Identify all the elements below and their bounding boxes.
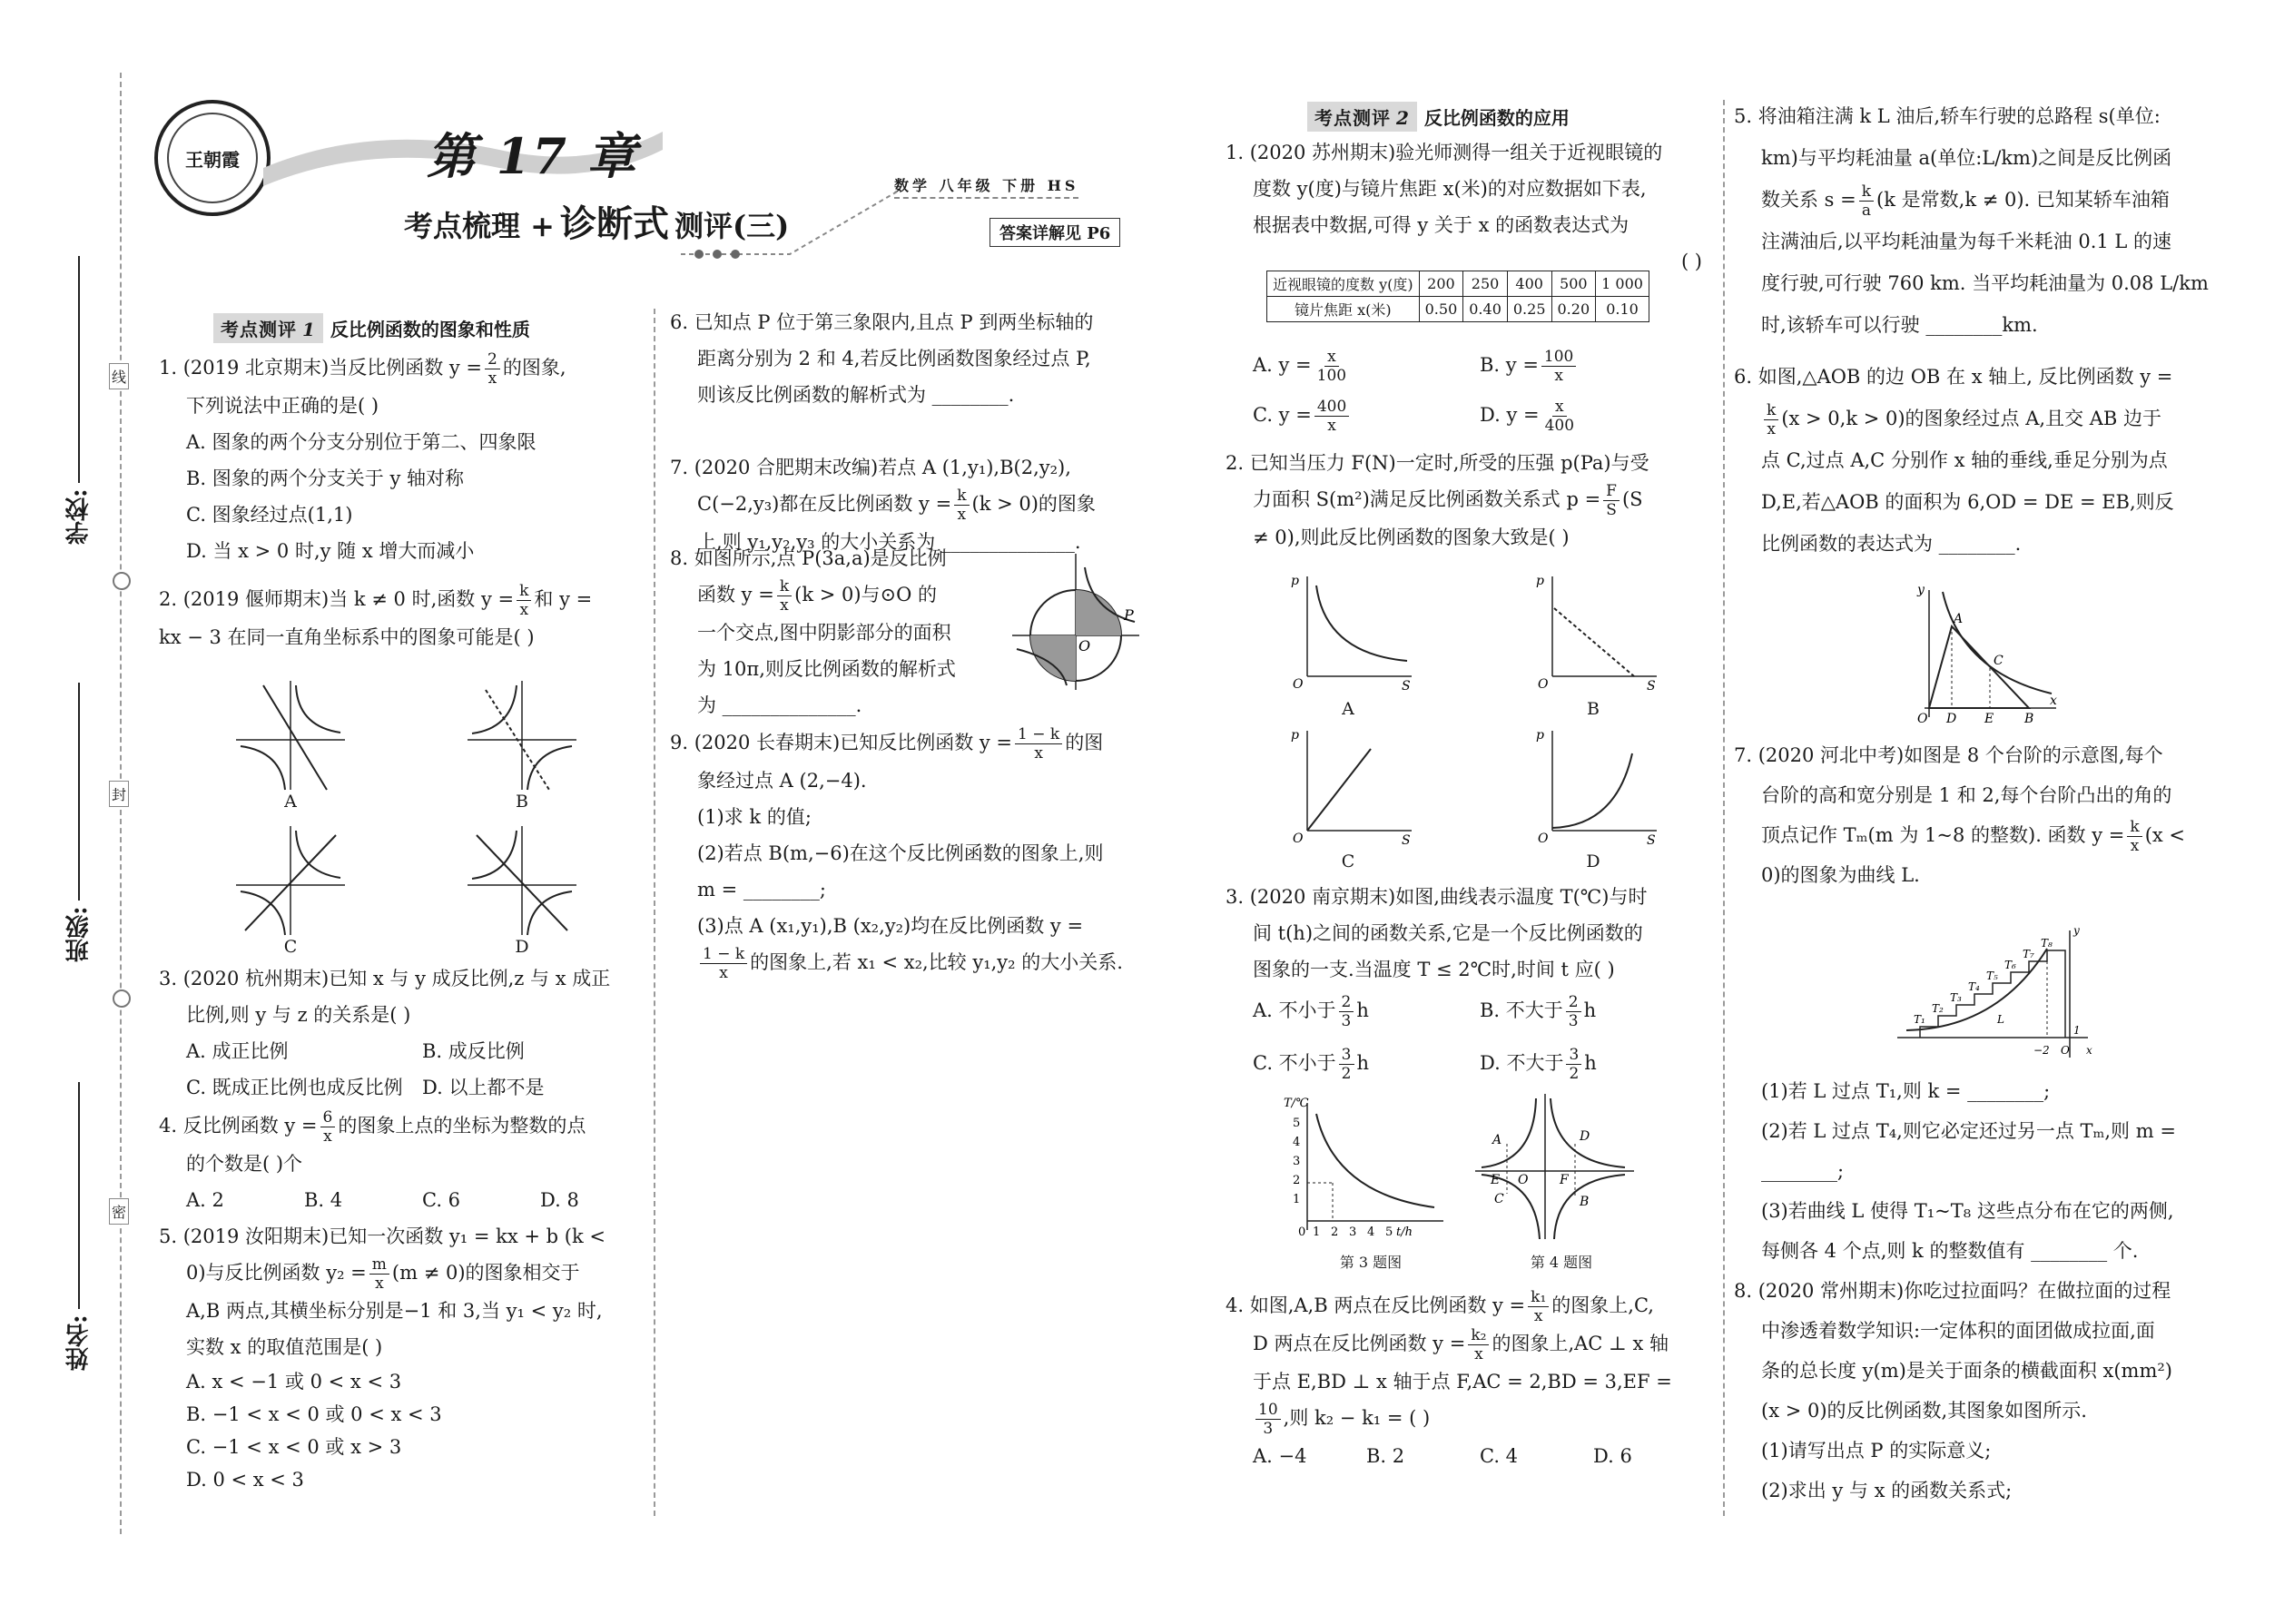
fraction: $\frac{\text{k₂}}{x}$	[1468, 1326, 1489, 1363]
svg-text:5: 5	[1293, 1117, 1301, 1130]
option: C. 4	[1480, 1445, 1519, 1467]
question-7: 7. (2020 合肥期末改编)若点 A (1,y₁),B(2,y₂), C(−2,y₃)都在反比例函数 y = $\frac{k}{x}$ (k > 0)的图象 上,则 y₁,y₂,y₃ 的大小关系为 ______________.	[670, 457, 1096, 553]
section1-heading	[213, 313, 530, 343]
question-6: 6. 已知点 P 位于第三象限内,且点 P 到两坐标轴的 距离分别为 2 和 4,若反比例函数图象经过点 P, 则该反比例函数的解析式为 ________.	[670, 311, 1094, 406]
fraction: $\frac{k}{x}$	[954, 487, 969, 524]
svg-text:A: A	[1954, 612, 1964, 626]
section1-tag: 考点测评 1	[213, 313, 323, 343]
option: B. 成反比例	[422, 1040, 525, 1062]
fraction: $\frac{k}{x}$	[2127, 818, 2141, 855]
class-field[interactable]: 班级:	[62, 672, 95, 962]
option: C. 图象经过点(1,1)	[186, 504, 353, 526]
fraction: $\frac{1 - k}{x}$	[1015, 725, 1062, 763]
svg-text:O: O	[1293, 832, 1304, 844]
option: B. 图象的两个分支关于 y 轴对称	[186, 468, 464, 489]
graph-option-d	[458, 817, 586, 940]
table-row: 镜片焦距 x(米) 0.50 0.40 0.25 0.20 0.10	[1267, 297, 1649, 322]
c4-question-5: 5. 将油箱注满 k L 油后,轿车行驶的总路程 s(单位: km)与平均耗油量 a(单位:L/km)之间是反比例函 数关系 s = $\frac{k}{a}$ (k 是常数,k ≠ 0). 已知某轿车油箱 注满油后,以平均耗油量为每千米耗油 0.1 L 的速 度行驶,可行驶 760 km. 当平均耗油量为 0.08 L/km 时,该轿车可以行驶 ________km.	[1734, 105, 2209, 336]
svg-text:t/h: t/h	[1396, 1225, 1413, 1239]
option: D. 不大于 $\frac{3}{2}$ h	[1480, 1046, 1597, 1083]
fraction: $\frac{k}{a}$	[1859, 182, 1874, 220]
svg-text:p: p	[1291, 728, 1299, 743]
svg-text:C: C	[1994, 654, 2004, 668]
seal-mark-line: 线	[109, 363, 129, 389]
svg-text:5: 5	[1385, 1225, 1393, 1239]
fraction: $\frac{6}{x}$	[320, 1108, 336, 1146]
svg-text:S: S	[1647, 679, 1656, 690]
svg-text:O: O	[1538, 832, 1549, 844]
graph-label: B	[1587, 699, 1600, 719]
column-divider	[1723, 100, 1725, 1516]
seal-mark-secret: 密	[109, 1198, 129, 1225]
figure-caption: 第 4 题图	[1530, 1254, 1593, 1271]
question-5: 5. (2019 汝阳期末)已知一次函数 y₁ = kx + b (k < 0)与反比例函数 y₂ = $\frac{m}{x}$ (m ≠ 0)的图象相交于 A,B 两点,其横坐标分别是−1 和 3,当 y₁ < y₂ 时, 实数 x 的取值范围是( ) A. x < −1 或 0 < x < 3 B. −1 < x < 0 或 0 < x < 3 C. −1 < x < 0 或 x > 3 D. 0 < x < 3	[159, 1218, 640, 1496]
option: C. 不小于 $\frac{3}{2}$ h	[1253, 1046, 1370, 1083]
binding-hole	[113, 572, 131, 590]
option: B. −1 < x < 0 或 0 < x < 3	[186, 1403, 442, 1425]
svg-text:1: 1	[1313, 1225, 1321, 1239]
svg-text:p: p	[1536, 728, 1544, 743]
brand-logo	[154, 100, 271, 216]
option: C. 既成正比例也成反比例	[186, 1077, 403, 1098]
svg-text:x: x	[2086, 1044, 2092, 1057]
fraction: $\frac{k}{x}$	[517, 582, 531, 619]
title-main: 诊断式	[559, 202, 669, 245]
option: A. 不小于 $\frac{2}{3}$ h	[1253, 993, 1369, 1030]
svg-text:3: 3	[1349, 1225, 1357, 1239]
graph-option-b	[458, 672, 586, 794]
option: A. −4	[1253, 1445, 1307, 1467]
svg-text:p: p	[1536, 574, 1544, 588]
section2-heading	[1307, 102, 1570, 132]
c3-question-3: 3. (2020 南京期末)如图,曲线表示温度 T(℃)与时 间 t(h)之间的函数关系,它是一个反比例函数的 图象的一支.当温度 T ≤ 2℃时,时间 t 应( )	[1226, 886, 1648, 980]
seal-mark-seal: 封	[109, 781, 129, 807]
option: D. 8	[540, 1189, 579, 1211]
option: D. 6	[1593, 1445, 1632, 1467]
svg-text:S: S	[1647, 833, 1656, 844]
figure-caption: 第 3 题图	[1339, 1254, 1403, 1271]
question-8: 8. 如图所示,点 P(3a,a)是反比例 函数 y = $\frac{k}{x}$ (k > 0)与⊙O 的 一个交点,图中阴影部分的面积 为 10π,则反比例函数的解析式 为 ______________.	[670, 547, 956, 716]
graph-label: A	[284, 792, 297, 812]
table-row: 近视眼镜的度数 y(度) 200 250 400 500 1 000	[1267, 271, 1649, 297]
temperature-graph	[1280, 1094, 1448, 1244]
svg-text:O: O	[1538, 677, 1549, 690]
option: D. y = $\frac{x}{400}$	[1480, 397, 1575, 435]
c3-question-2: 2. 已知当压力 F(N)一定时,所受的压强 p(Pa)与受 力面积 S(m²)满足反比例函数关系式 p = $\frac{F}{S}$ (S ≠ 0),则此反比例函数的图象大致是( )	[1226, 452, 1649, 548]
section2-tag: 考点测评 2	[1307, 102, 1417, 132]
title-suffix: 测评(三)	[674, 209, 790, 243]
option: A. y = $\frac{x}{100}$	[1253, 347, 1347, 385]
school-field[interactable]: 学校:	[62, 245, 95, 545]
c3-question-1: 1. (2020 苏州期末)验光师测得一组关于近视眼镜的 度数 y(度)与镜片焦距 x(米)的对应数据如下表, 根据表中数据,可得 y 关于 x 的函数表达式为 ( )	[1226, 142, 1702, 272]
option: C. 6	[422, 1189, 461, 1211]
svg-text:T₂: T₂	[1932, 1002, 1944, 1015]
pressure-graph-d	[1534, 726, 1661, 844]
svg-text:S: S	[1402, 679, 1411, 690]
fraction: $\frac{k}{x}$	[777, 577, 792, 615]
svg-text:4: 4	[1293, 1136, 1301, 1149]
option: A. 图象的两个分支分别位于第二、四象限	[186, 431, 537, 453]
svg-text:3: 3	[1293, 1155, 1301, 1168]
svg-text:D: D	[1580, 1129, 1590, 1144]
binding-hole	[113, 989, 131, 1008]
question-9: 9. (2020 长春期末)已知反比例函数 y = $\frac{1 - k}{x}$ 的图 象经过点 A (2,−4). (1)求 k 的值; (2)若点 B(m,−6)在这个反比例函数的图象上,则 m = ________; (3)点 A (x₁,y₁),B (x₂,y₂)均在反比例函数 y = $\frac{1 - k}{x}$ 的图象上,若 x₁ < x₂,比较 y₁,y₂ 的大小关系.	[670, 725, 1123, 982]
graph-label: A	[1342, 699, 1354, 719]
column-divider	[654, 309, 655, 1516]
svg-text:O: O	[2061, 1044, 2070, 1057]
graph-option-c	[227, 817, 354, 940]
svg-text:1: 1	[2073, 1024, 2081, 1037]
svg-text:0: 0	[1298, 1225, 1306, 1239]
option: A. 2	[186, 1189, 224, 1211]
answer-ref: 答案详解见 P6	[989, 218, 1120, 247]
svg-text:P: P	[1124, 606, 1134, 624]
svg-text:S: S	[1402, 833, 1411, 844]
svg-text:F: F	[1560, 1173, 1569, 1187]
subject-line: 数学 八年级 下册 HS	[894, 174, 1078, 199]
svg-text:T₈: T₈	[2041, 937, 2053, 950]
option: A. 成正比例	[186, 1040, 289, 1062]
pressure-graph-b	[1534, 572, 1661, 690]
c4-question-6: 6. 如图,△AOB 的边 OB 在 x 轴上, 反比例函数 y = $\frac{k}{x}$ (x > 0,k > 0)的图象经过点 A,且交 AB 边于 点 C,过点 A,C 分别作 x 轴的垂线,垂足分别为点 D,E,若△AOB 的面积为 6,OD = DE = EB,则反 比例函数的表达式为 ________.	[1734, 366, 2174, 555]
c3-question-4: 4. 如图,A,B 两点在反比例函数 y = $\frac{\text{k₁}}{x}$ 的图象上,C, D 两点在反比例函数 y = $\frac{\text{k₂}}{x}$ 的图象上,AC ⊥ x 轴 于点 E,BD ⊥ x 轴于点 F,AC = 2,BD = 3,EF = $\frac{10}{3}$ ,则 k₂ − k₁ = ( ) A. −4 B. 2 C. 4 D. 6	[1226, 1287, 1711, 1474]
svg-text:B: B	[1580, 1195, 1590, 1209]
option: C. −1 < x < 0 或 x > 3	[186, 1436, 402, 1458]
svg-text:4: 4	[1367, 1225, 1375, 1239]
svg-text:T₅: T₅	[1986, 969, 1998, 982]
fraction: $\frac{m}{x}$	[369, 1255, 389, 1293]
option: B. y = $\frac{100}{x}$	[1480, 347, 1579, 385]
data-table	[1266, 271, 1649, 322]
svg-text:T₄: T₄	[1968, 980, 1980, 993]
svg-text:T/℃: T/℃	[1284, 1097, 1309, 1110]
svg-text:O: O	[1078, 637, 1091, 655]
dotted-path-decoration	[681, 182, 917, 263]
graph-label: C	[1341, 851, 1355, 871]
circle-hyperbola-figure	[1008, 549, 1144, 694]
fraction: $\frac{k}{x}$	[1764, 401, 1778, 438]
section2-title: 反比例函数的应用	[1423, 107, 1570, 129]
svg-text:T₆: T₆	[2004, 959, 2016, 971]
svg-text:E: E	[1491, 1173, 1501, 1187]
svg-text:E: E	[1984, 712, 1994, 726]
svg-text:−2: −2	[2033, 1044, 2050, 1057]
graph-label: D	[515, 937, 529, 957]
fraction: $\frac{10}{3}$	[1255, 1401, 1281, 1438]
staircase-figure	[1888, 921, 2106, 1067]
fraction: $\frac{1 - k}{x}$	[700, 945, 747, 982]
graph-label: C	[283, 937, 298, 957]
two-hyperbolas-graph	[1471, 1089, 1643, 1244]
logo-text: 王朝霞	[167, 113, 258, 203]
graph-label: B	[516, 792, 528, 812]
svg-text:C: C	[1494, 1192, 1504, 1206]
svg-text:O: O	[1917, 712, 1928, 726]
fraction: $\frac{\text{k₁}}{x}$	[1528, 1288, 1549, 1325]
question-2: 2. (2019 偃师期末)当 k ≠ 0 时,函数 y = $\frac{k}{x}$ 和 y = kx − 3 在同一直角坐标系中的图象可能是( )	[159, 582, 593, 648]
svg-text:2: 2	[1331, 1225, 1339, 1239]
option: B. 不大于 $\frac{2}{3}$ h	[1480, 993, 1597, 1030]
section1-title: 反比例函数的图象和性质	[330, 319, 530, 340]
svg-text:T₁: T₁	[1914, 1013, 1925, 1026]
c4-question-7: 7. (2020 河北中考)如图是 8 个台阶的示意图,每个 台阶的高和宽分别是 1 和 2,每个台阶凸出的角的 顶点记作 Tₘ(m 为 1~8 的整数). 函数 y = $\frac{k}{x}$ (x < 0)的图象为曲线 L.	[1734, 744, 2185, 886]
svg-text:T₃: T₃	[1950, 991, 1962, 1004]
option: B. 2	[1366, 1445, 1405, 1467]
chapter-title: 第 17 章	[427, 127, 638, 185]
option: A. x < −1 或 0 < x < 3	[186, 1371, 402, 1393]
graph-option-a	[227, 672, 354, 794]
question-1: 1. (2019 北京期末)当反比例函数 y = $\frac{2}{x}$ 的图象, 下列说法中正确的是( ) A. 图象的两个分支分别位于第二、四象限 B. 图象的两个分支关于 y 轴对称 C. 图象经过点(1,1) D. 当 x > 0 时,y 随 x 增大而减小	[159, 349, 640, 569]
svg-text:O: O	[1518, 1173, 1529, 1187]
title-prefix: 考点梳理 +	[404, 209, 555, 243]
c3-q3-options	[1253, 985, 1707, 1090]
svg-text:O: O	[1293, 677, 1304, 690]
option: D. 以上都不是	[422, 1077, 545, 1098]
question-4: 4. 反比例函数 y = $\frac{6}{x}$ 的图象上点的坐标为整数的点 的个数是( )个 A. 2 B. 4 C. 6 D. 8	[159, 1107, 640, 1218]
c3-q1-options	[1253, 340, 1707, 440]
svg-text:2: 2	[1293, 1174, 1301, 1187]
svg-text:B: B	[2024, 712, 2034, 726]
svg-text:L: L	[1997, 1013, 2004, 1026]
svg-text:A: A	[1492, 1133, 1502, 1147]
option: D. 0 < x < 3	[186, 1469, 304, 1491]
c4-q7-subquestions: (1)若 L 过点 T₁,则 k = ________; (2)若 L 过点 T₄,则它必定还过另一点 Tₘ,则 m = ________; (3)若曲线 L 使得 T₁~T₈ 这些点分布在它的两侧, 每侧各 4 个点,则 k 的整数值有 ________ 个.	[1761, 1080, 2176, 1262]
option: C. y = $\frac{400}{x}$	[1253, 397, 1480, 435]
svg-text:y: y	[1917, 583, 1925, 597]
pressure-graph-c	[1289, 726, 1416, 844]
c4-question-8: 8. (2020 常州期末)你吃过拉面吗？在做拉面的过程 中渗透着数学知识:一定体积的面团做成拉面,面 条的总长度 y(m)是关于面条的横截面积 x(mm²) (x > 0)的反比例函数,其图象如图所示. (1)请写出点 P 的实际意义; (2)求出 y 与 x 的函数关系式;	[1734, 1280, 2172, 1501]
svg-text:T₇: T₇	[2023, 948, 2034, 960]
svg-text:1: 1	[1293, 1193, 1301, 1206]
fraction: $\frac{F}{S}$	[1603, 482, 1620, 519]
name-field[interactable]: 姓名:	[62, 1071, 95, 1371]
svg-text:y: y	[2073, 924, 2080, 937]
triangle-aob-figure	[1906, 581, 2061, 726]
pressure-graph-a	[1289, 572, 1416, 690]
fraction: $\frac{2}{x}$	[485, 350, 500, 388]
option: D. 当 x > 0 时,y 随 x 增大而减小	[186, 540, 475, 562]
svg-text:D: D	[1946, 712, 1957, 726]
option: B. 4	[304, 1189, 343, 1211]
svg-text:p: p	[1291, 574, 1299, 588]
question-3: 3. (2020 杭州期末)已知 x 与 y 成反比例,z 与 x 成正 比例,则 y 与 z 的关系是( ) A. 成正比例 B. 成反比例 C. 既成正比例也成反比例 D. 以上都不是	[159, 960, 640, 1106]
svg-text:x: x	[2050, 694, 2057, 708]
graph-label: D	[1586, 851, 1600, 871]
